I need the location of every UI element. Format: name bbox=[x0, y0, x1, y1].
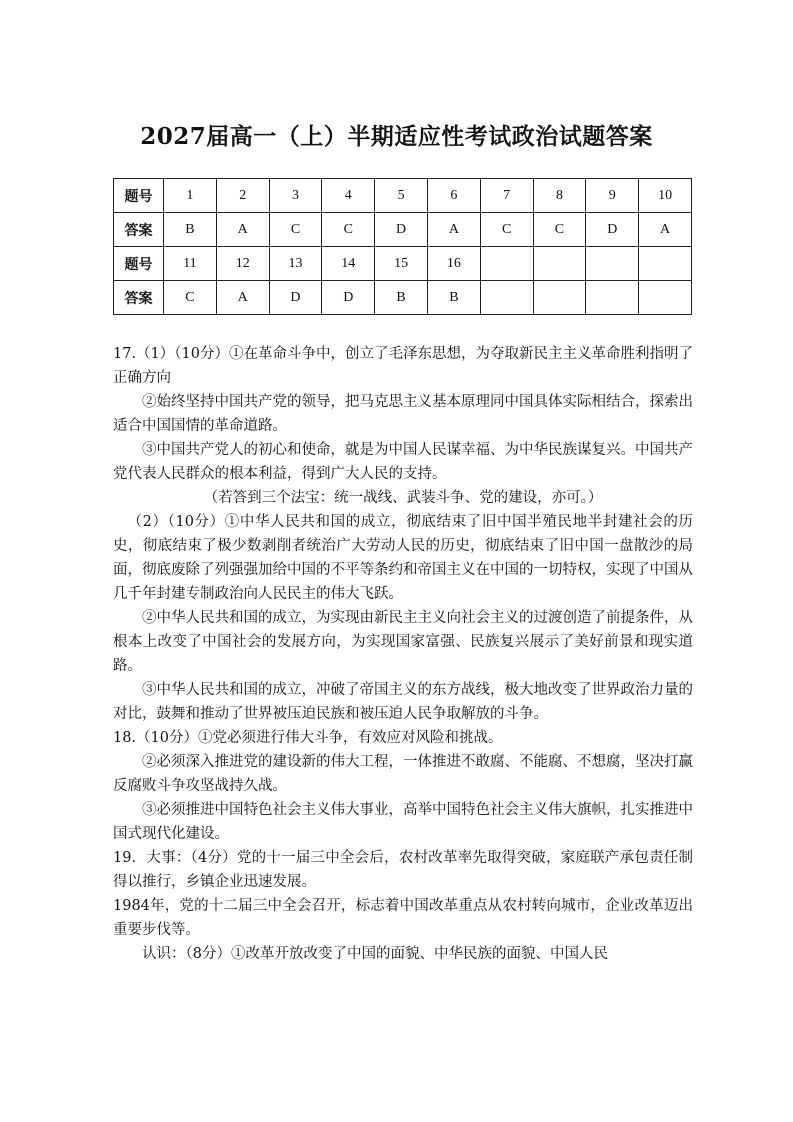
answer-cell: C bbox=[269, 213, 322, 247]
answer-cell bbox=[586, 281, 639, 315]
page-title: 2027届高一（上）半期适应性考试政治试题答案 bbox=[140, 123, 653, 150]
question-number-cell: 14 bbox=[322, 247, 375, 281]
q19-part2: 1984年，党的十二届三中全会召开，标志着中国改革重点从农村转向城市，企业改革迈出重要步伐等。 bbox=[113, 898, 693, 938]
question-number-cell: 12 bbox=[216, 247, 269, 281]
answer-cell: C bbox=[533, 213, 586, 247]
answer-cell: C bbox=[322, 213, 375, 247]
answer-cell bbox=[533, 281, 586, 315]
q17-part1-note: （若答到三个法宝：统一战线、武装斗争、党的建设，亦可。） bbox=[203, 490, 603, 506]
question-number-cell: 4 bbox=[322, 179, 375, 213]
question-number-cell bbox=[480, 247, 533, 281]
answer-cell: C bbox=[164, 281, 217, 315]
answer-row-label: 答案 bbox=[114, 213, 164, 247]
answer-cell: C bbox=[480, 213, 533, 247]
question-number-cell: 15 bbox=[375, 247, 428, 281]
answer-content bbox=[113, 342, 693, 966]
q17-part2: （2）（10分）①中华人民共和国的成立，彻底结束了旧中国半殖民地半封建社会的历史，彻底结束了极少数剥削者统治广大劳动人民的历史，彻底结束了旧中国一盘散沙的局面，彻底废除了列强强加给中国的不平等条约和帝国主义在中国的一切特权，实现了中国从几千年封建专制政治向人民民主的伟大飞跃。 bbox=[113, 514, 693, 602]
question-number-cell: 3 bbox=[269, 179, 322, 213]
q17-part1: 17.（1）（10分）①在革命斗争中，创立了毛泽东思想，为夺取新民主主义革命胜利指明了正确方向 bbox=[113, 346, 693, 386]
answer-cell: D bbox=[269, 281, 322, 315]
answer-cell bbox=[639, 281, 692, 315]
q17-part2-point3: ③中华人民共和国的成立，冲破了帝国主义的东方战线，极大地改变了世界政治力量的对比，鼓舞和推动了世界被压迫民族和被压迫人民争取解放的斗争。 bbox=[113, 682, 693, 722]
answer-cell: A bbox=[427, 213, 480, 247]
question-number-cell bbox=[586, 247, 639, 281]
question-number-cell: 10 bbox=[639, 179, 692, 213]
question-row-label: 题号 bbox=[114, 247, 164, 281]
q18-point2: ②必须深入推进党的建设新的伟大工程，一体推进不敢腐、不能腐、不想腐，坚决打赢反腐败斗争攻坚战持久战。 bbox=[113, 754, 693, 794]
question-number-cell: 6 bbox=[427, 179, 480, 213]
question-row bbox=[114, 247, 692, 281]
q19-understanding: 认识：（8分）①改革开放改变了中国的面貌、中华民族的面貌、中国人民 bbox=[142, 946, 608, 962]
question-row-label: 题号 bbox=[114, 179, 164, 213]
answer-cell: A bbox=[216, 213, 269, 247]
answer-cell: D bbox=[586, 213, 639, 247]
question-number-cell: 5 bbox=[375, 179, 428, 213]
answer-row-label: 答案 bbox=[114, 281, 164, 315]
q17-part1-point2: ②始终坚持中国共产党的领导，把马克思主义基本原理同中国具体实际相结合，探索出适合中国国情的革命道路。 bbox=[113, 394, 693, 434]
answer-row bbox=[114, 213, 692, 247]
answer-row bbox=[114, 281, 692, 315]
question-number-cell: 13 bbox=[269, 247, 322, 281]
answer-cell: D bbox=[375, 213, 428, 247]
q18-point3: ③必须推进中国特色社会主义伟大事业，高举中国特色社会主义伟大旗帜，扎实推进中国式现代化建设。 bbox=[113, 802, 693, 842]
answer-table bbox=[113, 178, 692, 315]
answer-cell: B bbox=[164, 213, 217, 247]
question-number-cell: 2 bbox=[216, 179, 269, 213]
question-number-cell: 7 bbox=[480, 179, 533, 213]
question-number-cell: 9 bbox=[586, 179, 639, 213]
answer-cell: B bbox=[427, 281, 480, 315]
answer-cell: A bbox=[216, 281, 269, 315]
answer-cell bbox=[480, 281, 533, 315]
question-number-cell: 8 bbox=[533, 179, 586, 213]
question-row bbox=[114, 179, 692, 213]
answer-cell: A bbox=[639, 213, 692, 247]
question-number-cell: 11 bbox=[164, 247, 217, 281]
answer-cell: D bbox=[322, 281, 375, 315]
q17-part2-point2: ②中华人民共和国的成立，为实现由新民主主义向社会主义的过渡创造了前提条件，从根本上改变了中国社会的发展方向，为实现国家富强、民族复兴展示了美好前景和现实道路。 bbox=[113, 610, 693, 674]
question-number-cell: 1 bbox=[164, 179, 217, 213]
q18: 18.（10分）①党必须进行伟大斗争，有效应对风险和挑战。 bbox=[113, 730, 503, 746]
answer-cell: B bbox=[375, 281, 428, 315]
q19: 19．大事：（4分）党的十一届三中全会后，农村改革率先取得突破，家庭联产承包责任制得以推行，乡镇企业迅速发展。 bbox=[113, 850, 693, 890]
question-number-cell bbox=[533, 247, 586, 281]
question-number-cell bbox=[639, 247, 692, 281]
question-number-cell: 16 bbox=[427, 247, 480, 281]
q17-part1-point3: ③中国共产党人的初心和使命，就是为中国人民谋幸福、为中华民族谋复兴。中国共产党代表人民群众的根本利益，得到广大人民的支持。 bbox=[113, 442, 693, 482]
